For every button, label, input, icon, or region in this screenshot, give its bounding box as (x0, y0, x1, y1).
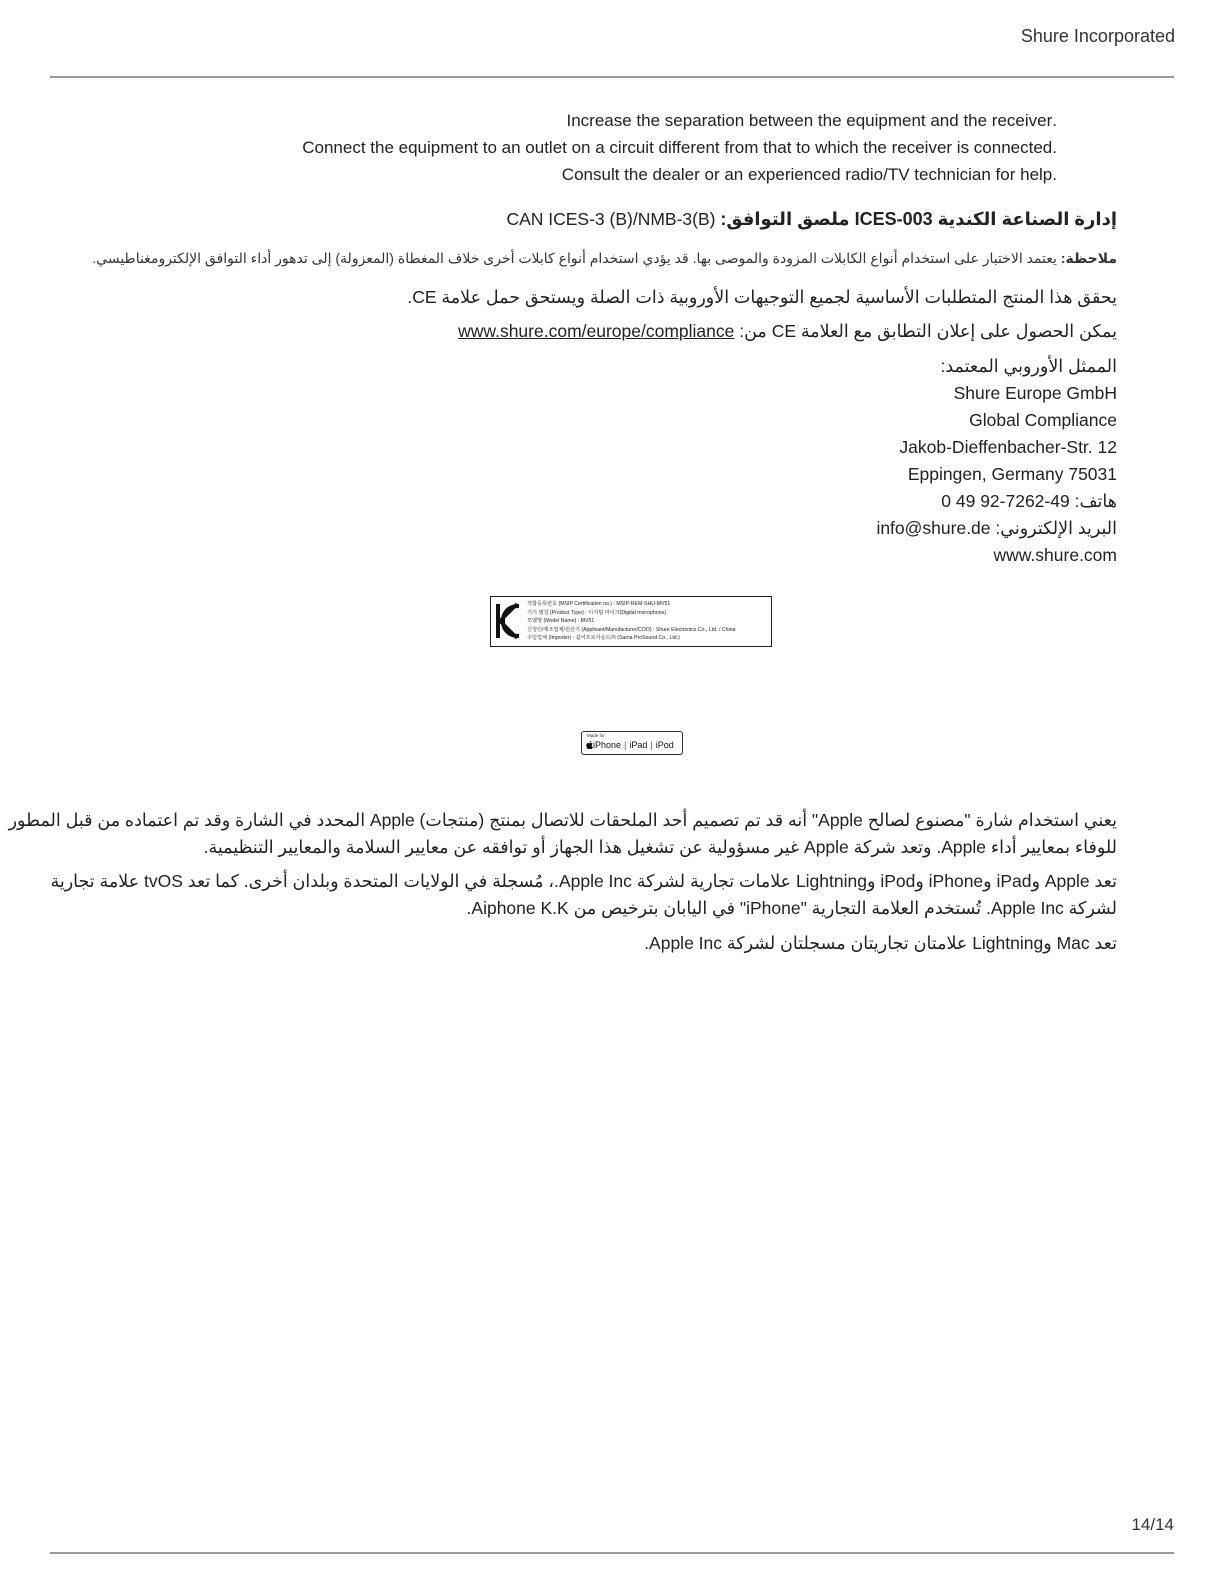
mfi-separator: | (650, 740, 653, 750)
emc-note (92, 250, 1117, 267)
fcc-line-2: .Connect the equipment to an outlet on a circuit different from that to which the receiver is connected (302, 138, 1057, 157)
made-for-apple-badge (581, 731, 683, 755)
ce-declaration-text: يمكن الحصول على إعلان التطابق مع العلامة CE من: (734, 321, 1117, 341)
page-number: 14/14 (1131, 1515, 1174, 1534)
footer-divider (50, 1552, 1174, 1554)
kc-label-text (527, 600, 735, 643)
eu-rep-title: الممثل الأوروبي المعتمد: (940, 356, 1117, 376)
eu-rep-city: Eppingen, Germany 75031 (907, 464, 1117, 484)
mfi-iphone: iPhone (593, 740, 622, 750)
kc-mark-icon (495, 600, 523, 642)
apple-para1-line2: للوفاء بمعايير أداء Apple. وتعد شركة Apple غير مسؤولية عن تشغيل هذا الجهاز أو توافقه عن معايير السلامة والمعايير التنظيمية. (203, 837, 1117, 857)
canada-label: CAN ICES-3 (B)/NMB-3(B) (506, 209, 716, 229)
note-label: ملاحظة: (1060, 250, 1117, 266)
eu-rep-dept: Global Compliance (969, 410, 1117, 430)
mfi-ipod: iPod (655, 740, 674, 750)
kc-certification-label (490, 596, 772, 647)
ce-statement: يحقق هذا المنتج المتطلبات الأساسية لجميع التوجيهات الأوروبية ذات الصلة ويستحق حمل علامة CE. (407, 287, 1117, 307)
eu-rep-phone: هاتف: 49-7262-92 49 0 (941, 491, 1117, 511)
ce-compliance-link[interactable]: www.shure.com/europe/compliance (458, 321, 735, 341)
kc-line-3: 모델명 (Model Name) : MV51 (527, 618, 595, 625)
ce-declaration (458, 321, 1117, 342)
mfi-devices (586, 740, 674, 750)
kc-line-4: 신청인/제조업체/원산지 (Applicant/Manufacturer/COO) : Shure Electronics Co., Ltd. / China (527, 626, 736, 633)
mfi-ipad: iPad (629, 740, 648, 750)
apple-para3: تعد Mac وLightning علامتان تجاريتان مسجلتان لشركة Apple Inc. (644, 933, 1117, 953)
kc-line-5: 수입업체 (Importer) : 쉼어프로사운드㈜ (Sama ProSound Co., Ltd.) (527, 635, 680, 642)
canada-ices-heading (506, 209, 1117, 230)
fcc-line-1: .Increase the separation between the equipment and the receiver (566, 111, 1057, 130)
kc-line-2: 기기 명칭 (Product Type) : 디지털 마이크(Digital microphone) (527, 609, 667, 616)
eu-rep-company: Shure Europe GmbH (953, 383, 1117, 403)
eu-rep-street: Jakob-Dieffenbacher-Str. 12 (899, 437, 1117, 457)
canada-heading: إدارة الصناعة الكندية ICES-003 ملصق التوافق: (720, 209, 1117, 229)
mfi-separator: | (624, 740, 627, 750)
note-text: يعتمد الاختبار على استخدام أنواع الكابلات المزودة والموصى بها. قد يؤدي استخدام أنواع كابلات أخرى خلاف المغطاة (المعزولة) إلى تدهور أداء التوافق الإلكترومغناطيسي. (92, 250, 1061, 266)
apple-logo-icon (586, 741, 593, 749)
eu-rep-web: www.shure.com (993, 545, 1117, 565)
fcc-line-3: .Consult the dealer or an experienced radio/TV technician for help (561, 165, 1057, 184)
mfi-made-for: Made for (587, 733, 605, 738)
header-divider (50, 76, 1174, 78)
apple-para2-line1: تعد Apple وiPad وiPhone وiPod وLightning علامات تجارية لشركة Apple Inc.، مُسجلة في الولايات المتحدة وبلدان أخرى. كما تعد tvOS علامة تجارية (50, 871, 1117, 891)
kc-line-1: 적합등록번호 (MSIP Certification no.) : MSIP-REM-SHU-MV51 (527, 601, 671, 607)
eu-rep-email: البريد الإلكتروني: info@shure.de (876, 518, 1117, 538)
apple-para2-line2: لشركة Apple Inc. تُستخدم العلامة التجارية "iPhone" في اليابان بترخيص من Aiphone K.K. (466, 898, 1117, 918)
apple-para1-line1: يعني استخدام شارة "مصنوع لصالح Apple" أنه قد تم تصميم أحد الملحقات للاتصال بمنتج (منتجات) Apple المحدد في الشارة وقد تم اعتماده من قبل المطور (8, 810, 1117, 830)
header-company: Shure Incorporated (1020, 26, 1175, 46)
